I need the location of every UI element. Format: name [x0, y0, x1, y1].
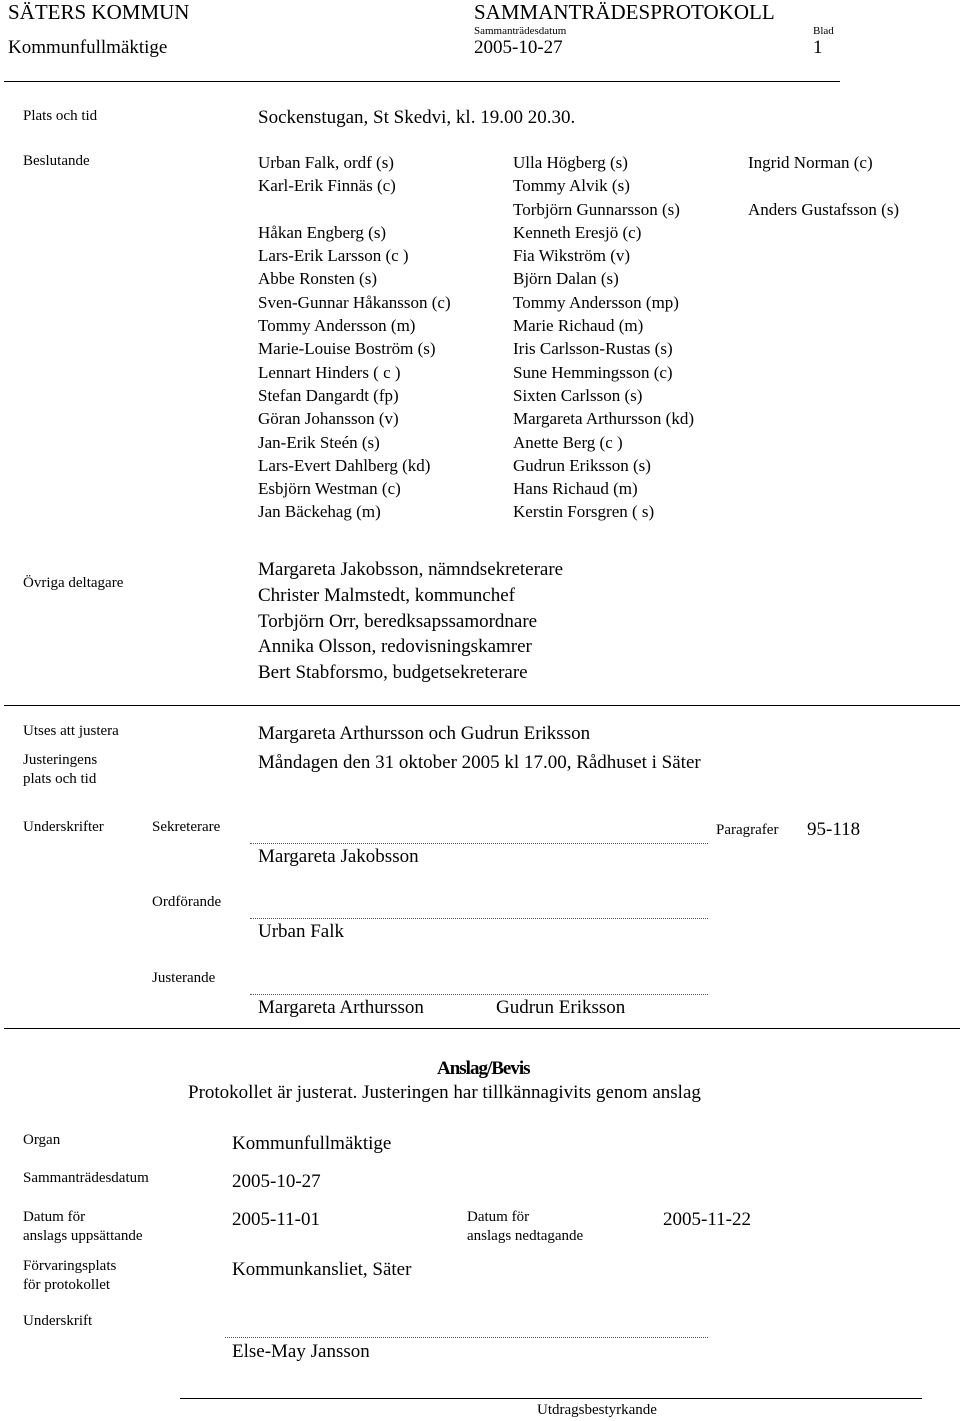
- decision-maker: Iris Carlsson-Rustas (s): [513, 339, 673, 359]
- storage-label-2: för protokollet: [23, 1277, 111, 1293]
- adjuster-name-1: Margareta Arthursson: [258, 997, 424, 1018]
- removed-label-2: anslags nedtagande: [467, 1228, 584, 1244]
- decision-maker: Lars-Evert Dahlberg (kd): [258, 455, 431, 475]
- decision-maker: Sixten Carlsson (s): [513, 385, 643, 405]
- decision-maker: Kerstin Forsgren ( s): [513, 502, 655, 522]
- secretary-label: Sekreterare: [152, 819, 221, 835]
- document-type: SAMMANTRÄDESPROTOKOLL: [474, 0, 775, 24]
- decision-maker: Tommy Andersson (m): [258, 316, 416, 336]
- decision-maker: Esbjörn Westman (c): [258, 479, 401, 499]
- notice-text: Protokollet är justerat. Justeringen har tillkännagivits genom anslag: [188, 1082, 701, 1103]
- decision-maker: Fia Wikström (v): [513, 246, 631, 266]
- footer-rule: [180, 1398, 922, 1399]
- secretary-name: Margareta Jakobsson: [258, 846, 419, 867]
- posted-value: 2005-11-01: [232, 1209, 320, 1230]
- decision-maker: Lennart Hinders ( c ): [258, 362, 401, 382]
- decision-maker: Urban Falk, ordf (s): [258, 153, 394, 172]
- adjust-label: Utses att justera: [23, 723, 119, 739]
- adjuster-signature-line: [250, 994, 708, 995]
- participant: Torbjörn Orr, beredksapssamordnare: [258, 610, 538, 632]
- decision-maker: Hans Richaud (m): [513, 479, 638, 499]
- participant: Christer Malmstedt, kommunchef: [258, 584, 515, 606]
- others-list: [258, 557, 563, 686]
- posted-label-1: Datum för: [23, 1209, 86, 1225]
- decision-maker: Anders Gustafsson (s): [748, 199, 900, 219]
- decision-maker: Stefan Dangardt (fp): [258, 385, 399, 405]
- decision-maker: Karl-Erik Finnäs (c): [258, 176, 396, 196]
- adjuster-name-2: Gudrun Eriksson: [496, 997, 626, 1018]
- decision-maker: Abbe Ronsten (s): [258, 269, 377, 289]
- decision-maker: Jan Bäckehag (m): [258, 502, 381, 522]
- organ-label: Organ: [23, 1132, 61, 1148]
- header-body: Kommunfullmäktige: [8, 37, 168, 58]
- meeting-date-value: 2005-10-27: [232, 1171, 321, 1192]
- decision-maker: Gudrun Eriksson (s): [513, 455, 651, 475]
- decision-maker: Håkan Engberg (s): [258, 222, 387, 242]
- adjust-value: Margareta Arthursson och Gudrun Eriksson: [258, 723, 591, 744]
- signature-name: Else-May Jansson: [232, 1341, 370, 1362]
- participant: Margareta Jakobsson, nämndsekreterare: [258, 559, 564, 580]
- storage-label-1: Förvaringsplats: [23, 1258, 117, 1274]
- decision-maker: Björn Dalan (s): [513, 269, 619, 289]
- section-rule-2: [4, 1028, 960, 1029]
- decision-makers-col1: [258, 151, 451, 524]
- chair-label: Ordförande: [152, 894, 222, 910]
- adjust-place-label-1: Justeringens: [23, 752, 98, 768]
- notice-title: Anslag/Bevis: [437, 1058, 530, 1079]
- municipality-name: SÄTERS KOMMUN: [8, 0, 190, 24]
- date-label: Sammanträdesdatum: [474, 25, 567, 37]
- removed-value: 2005-11-22: [663, 1209, 751, 1230]
- others-label: Övriga deltagare: [23, 575, 124, 591]
- decision-maker: Tommy Andersson (mp): [513, 292, 679, 312]
- storage-value: Kommunkansliet, Säter: [232, 1259, 412, 1280]
- decision-maker: Margareta Arthursson (kd): [513, 409, 694, 429]
- decision-maker: Torbjörn Gunnarsson (s): [513, 199, 680, 219]
- header-date: 2005-10-27: [474, 37, 563, 58]
- paragraphs-value: 95-118: [807, 819, 861, 840]
- decision-maker: Ulla Högberg (s): [513, 153, 628, 172]
- posted-label-2: anslags uppsättande: [23, 1228, 143, 1244]
- signatures-label: Underskrifter: [23, 819, 104, 835]
- page-label: Blad: [813, 25, 834, 37]
- adjust-place-value: Måndagen den 31 oktober 2005 kl 17.00, Rådhuset i Säter: [258, 752, 701, 773]
- decision-maker: Kenneth Eresjö (c): [513, 222, 642, 242]
- decision-maker: Tommy Alvik (s): [513, 176, 630, 196]
- place-value: Sockenstugan, St Skedvi, kl. 19.00 20.30.: [258, 107, 576, 128]
- decision-maker: Anette Berg (c ): [513, 432, 623, 452]
- section-rule-1: [4, 705, 960, 706]
- adjust-place-label-2: plats och tid: [23, 771, 97, 787]
- signature-label: Underskrift: [23, 1313, 93, 1329]
- place-label: Plats och tid: [23, 108, 98, 124]
- paragraphs-label: Paragrafer: [716, 822, 779, 838]
- decision-makers-label: Beslutande: [23, 153, 90, 169]
- chair-name: Urban Falk: [258, 921, 345, 942]
- header-rule: [4, 81, 840, 82]
- removed-label-1: Datum för: [467, 1209, 530, 1225]
- decision-maker: Ingrid Norman (c): [748, 153, 873, 172]
- decision-maker: Göran Johansson (v): [258, 409, 399, 429]
- decision-maker: Lars-Erik Larsson (c ): [258, 246, 409, 266]
- participant: Bert Stabforsmo, budgetsekreterare: [258, 662, 528, 684]
- adjuster-label: Justerande: [152, 970, 216, 986]
- decision-makers-col2: [513, 151, 694, 524]
- decision-maker: Jan-Erik Steén (s): [258, 432, 380, 452]
- notice-signature-line: [225, 1337, 708, 1338]
- chair-signature-line: [250, 918, 708, 919]
- decision-maker: [748, 174, 899, 197]
- decision-maker: Sven-Gunnar Håkansson (c): [258, 292, 451, 312]
- participant: Annika Olsson, redovisningskamrer: [258, 636, 532, 658]
- secretary-signature-line: [250, 843, 708, 844]
- decision-maker: [258, 198, 451, 221]
- footer-label: Utdragsbestyrkande: [537, 1402, 657, 1418]
- decision-maker: Marie Richaud (m): [513, 316, 644, 336]
- decision-maker: Marie-Louise Boström (s): [258, 339, 436, 359]
- decision-makers-col3: [748, 151, 899, 221]
- meeting-date-label: Sammanträdesdatum: [23, 1170, 149, 1186]
- header-page: 1: [813, 37, 823, 58]
- organ-value: Kommunfullmäktige: [232, 1133, 392, 1154]
- decision-maker: Sune Hemmingsson (c): [513, 362, 673, 382]
